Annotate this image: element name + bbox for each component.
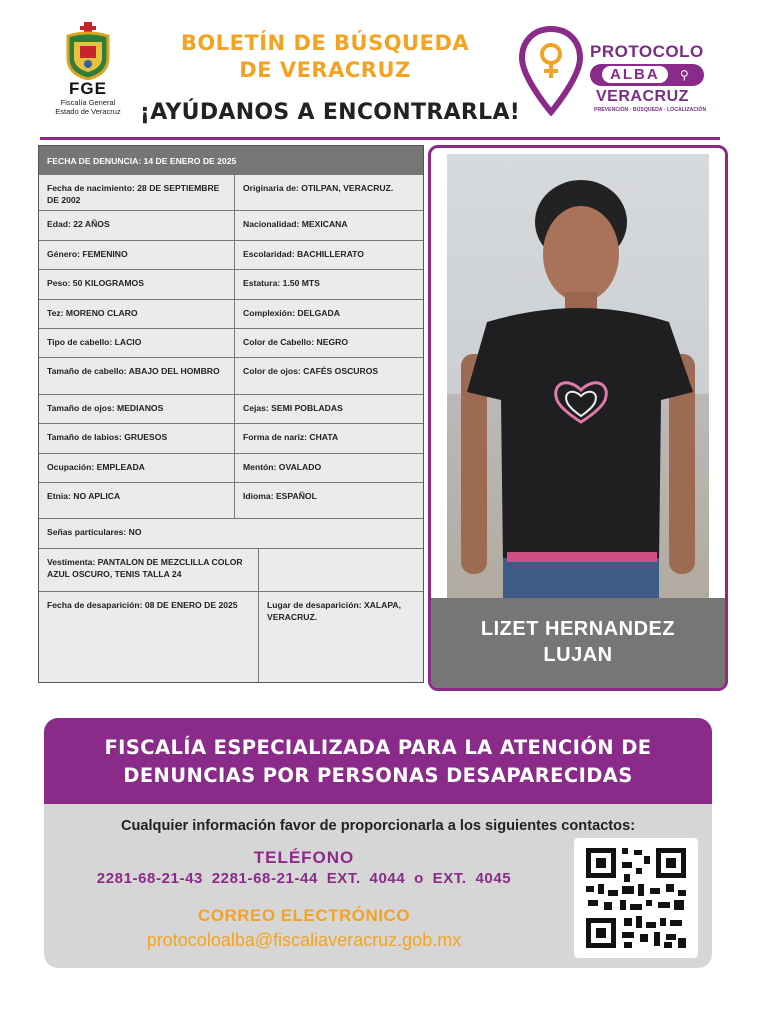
fecha-desaparicion: Fecha de desaparición: 08 DE ENERO DE 2025 xyxy=(39,592,259,682)
table-row xyxy=(39,592,423,682)
table-row xyxy=(39,300,423,329)
genero: Género: FEMENINO xyxy=(39,241,235,269)
person-name-line-1: LIZET HERNANDEZ xyxy=(480,618,676,640)
location-pin-female-icon xyxy=(518,26,584,116)
fge-sub-1: Fiscalía General xyxy=(60,98,116,107)
originaria: Originaria de: OTILPAN, VERACRUZ. xyxy=(243,183,394,193)
phone-numbers[interactable]: 2281-68-21-43 2281-68-21-44 EXT. 4044 o EXT. 4045 xyxy=(96,870,512,887)
search-icon: ⚲ xyxy=(679,68,691,82)
protocolo-alba-logo xyxy=(518,26,718,118)
table-row xyxy=(39,270,423,300)
nacionalidad: Nacionalidad: MEXICANA xyxy=(243,219,348,229)
veracruz-label: VERACRUZ xyxy=(596,88,689,105)
description-table xyxy=(38,145,424,683)
etnia: Etnia: NO APLICA xyxy=(39,483,235,518)
menton: Mentón: OVALADO xyxy=(243,462,322,472)
idioma: Idioma: ESPAÑOL xyxy=(243,491,317,501)
qr-code-icon[interactable] xyxy=(574,838,698,958)
phone-label: TELÉFONO xyxy=(253,848,355,867)
tamano-ojos: Tamaño de ojos: MEDIANOS xyxy=(39,395,235,423)
person-silhouette-icon xyxy=(447,154,709,598)
fge-label: FGE xyxy=(69,79,107,98)
fiscalia-line-1: FISCALÍA ESPECIALIZADA PARA LA ATENCIÓN DE xyxy=(104,736,652,759)
fge-sub-2: Estado de Veracruz xyxy=(55,107,121,116)
contacts-intro: Cualquier información favor de proporcionarla a los siguientes contactos: xyxy=(120,818,636,834)
header-divider xyxy=(40,137,720,140)
table-row xyxy=(39,211,423,241)
color-ojos: Color de ojos: CAFÉS OSCUROS xyxy=(243,366,379,376)
table-row xyxy=(39,483,423,519)
title-line-2: DE VERACRUZ xyxy=(239,58,411,82)
table-row xyxy=(39,241,423,270)
senas-particulares: Señas particulares: NO xyxy=(47,527,142,537)
table-row xyxy=(39,519,423,549)
fecha-nacimiento: Fecha de nacimiento: 28 DE SEPTIEMBRE DE 2002 xyxy=(39,175,235,210)
protocol-tagline: PREVENCIÓN · BÚSQUEDA · LOCALIZACIÓN xyxy=(594,107,707,113)
table-row-denuncia xyxy=(39,146,423,175)
color-cabello: Color de Cabello: NEGRO xyxy=(243,337,349,347)
title-line-1: BOLETÍN DE BÚSQUEDA xyxy=(180,31,470,55)
table-row xyxy=(39,454,423,483)
bulletin-title xyxy=(130,30,520,84)
person-name xyxy=(431,598,725,688)
vestimenta: Vestimenta: PANTALON DE MEZCLILLA COLOR AZUL OSCURO, TENIS TALLA 24 xyxy=(39,549,259,591)
table-row xyxy=(39,175,423,211)
person-photo xyxy=(447,154,709,598)
tez: Tez: MORENO CLARO xyxy=(39,300,235,328)
table-row xyxy=(39,549,423,592)
escolaridad: Escolaridad: BACHILLERATO xyxy=(243,249,364,259)
peso: Peso: 50 KILOGRAMOS xyxy=(39,270,235,299)
help-headline: ¡AYÚDANOS A ENCONTRARLA! xyxy=(139,100,521,125)
vestimenta-blank xyxy=(259,549,423,591)
fiscalia-line-2: DENUNCIAS POR PERSONAS DESAPARECIDAS xyxy=(123,764,633,787)
tamano-labios: Tamaño de labios: GRUESOS xyxy=(39,424,235,453)
tipo-cabello: Tipo de cabello: LACIO xyxy=(39,329,235,357)
photo-frame xyxy=(428,145,728,691)
email-label: CORREO ELECTRÓNICO xyxy=(197,906,411,925)
estatura: Estatura: 1.50 MTS xyxy=(243,278,320,288)
table-row xyxy=(39,424,423,454)
cejas: Cejas: SEMI POBLADAS xyxy=(243,403,343,413)
complexion: Complexión: DELGADA xyxy=(243,308,340,318)
table-row xyxy=(39,358,423,395)
lugar-desaparicion: Lugar de desaparición: XALAPA, VERACRUZ. xyxy=(267,600,402,622)
alba-badge xyxy=(590,64,704,86)
contacts-panel xyxy=(44,804,712,968)
fecha-denuncia: FECHA DE DENUNCIA: 14 DE ENERO DE 2025 xyxy=(47,156,237,166)
person-name-line-2: LUJAN xyxy=(543,644,613,666)
fge-logo xyxy=(46,22,130,126)
protocolo-label: PROTOCOLO xyxy=(590,42,704,61)
tamano-cabello: Tamaño de cabello: ABAJO DEL HOMBRO xyxy=(39,358,235,394)
email-link[interactable]: protocoloalba@fiscaliaveracruz.gob.mx xyxy=(146,930,462,950)
fiscalia-banner xyxy=(44,718,712,804)
table-row xyxy=(39,395,423,424)
edad: Edad: 22 AÑOS xyxy=(39,211,235,240)
ocupacion: Ocupación: EMPLEADA xyxy=(39,454,235,482)
veracruz-seal-icon xyxy=(62,22,114,80)
table-row xyxy=(39,329,423,358)
forma-nariz: Forma de nariz: CHATA xyxy=(243,432,339,442)
alba-label: ALBA xyxy=(602,66,668,83)
